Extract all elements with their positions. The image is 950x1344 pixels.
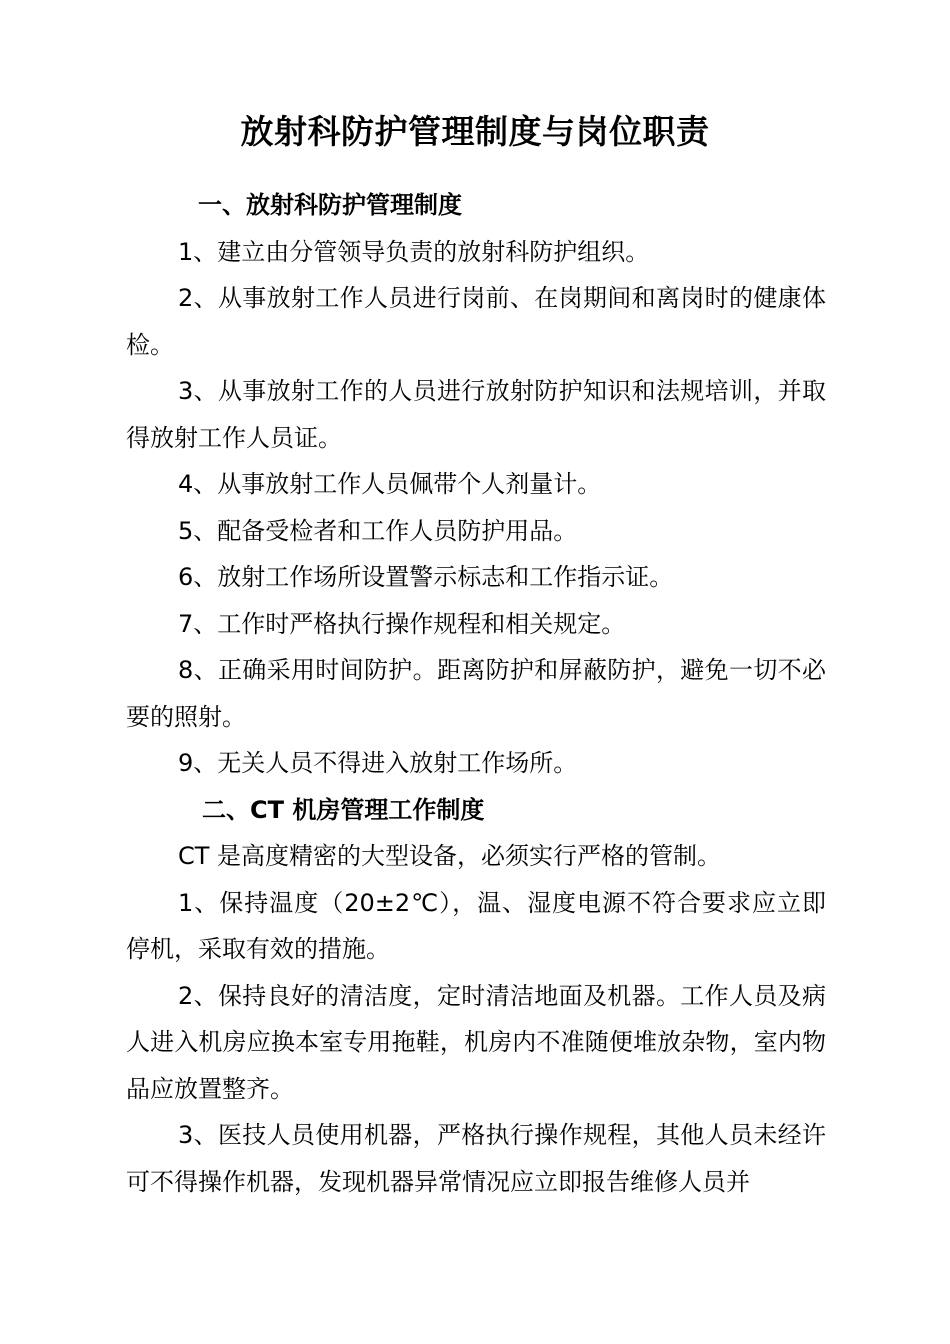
rule-item-8: 8、正确采用时间防护。距离防护和屏蔽防护，避免一切不必要的照射。	[126, 656, 826, 731]
rule-item-1: 1、建立由分管领导负责的放射科防护组织。	[178, 237, 650, 266]
rule-item-3: 3、从事放射工作的人员进行放射防护知识和法规培训，并取得放射工作人员证。	[126, 377, 826, 452]
rule-item-5: 5、配备受检者和工作人员防护用品。	[178, 516, 578, 545]
document-title: 放射科防护管理制度与岗位职责	[240, 112, 710, 151]
rule-item-4: 4、从事放射工作人员佩带个人剂量计。	[178, 470, 602, 498]
rule-item-2: 2、从事放射工作人员进行岗前、在岗期间和离岗时的健康体检。	[126, 284, 826, 359]
rule-item-9: 9、无关人员不得进入放射工作场所。	[178, 749, 578, 777]
ct-rule-item-3: 3、医技人员使用机器，严格执行操作规程，其他人员未经许可不得操作机器，发现机器异常情况应立即报告维修人员并	[126, 1121, 826, 1196]
section-heading-protection-rules: 一、放射科防护管理制度	[198, 191, 462, 219]
section-heading-ct-room-rules: 二、CT 机房管理工作制度	[202, 795, 485, 824]
ct-rule-item-2: 2、保持良好的清洁度，定时清洁地面及机器。工作人员及病人进入机房应换本室专用拖鞋，机房内不准随便堆放杂物，室内物品应放置整齐。	[126, 981, 826, 1103]
document-body	[126, 182, 826, 1205]
rule-item-7: 7、工作时严格执行操作规程和相关规定。	[178, 609, 626, 638]
ct-intro-paragraph: CT 是高度精密的大型设备，必须实行严格的管制。	[178, 842, 722, 870]
rule-item-6: 6、放射工作场所设置警示标志和工作指示证。	[178, 563, 674, 591]
ct-rule-item-1: 1、保持温度（20±2℃），温、湿度电源不符合要求应立即停机，采取有效的措施。	[126, 888, 826, 963]
